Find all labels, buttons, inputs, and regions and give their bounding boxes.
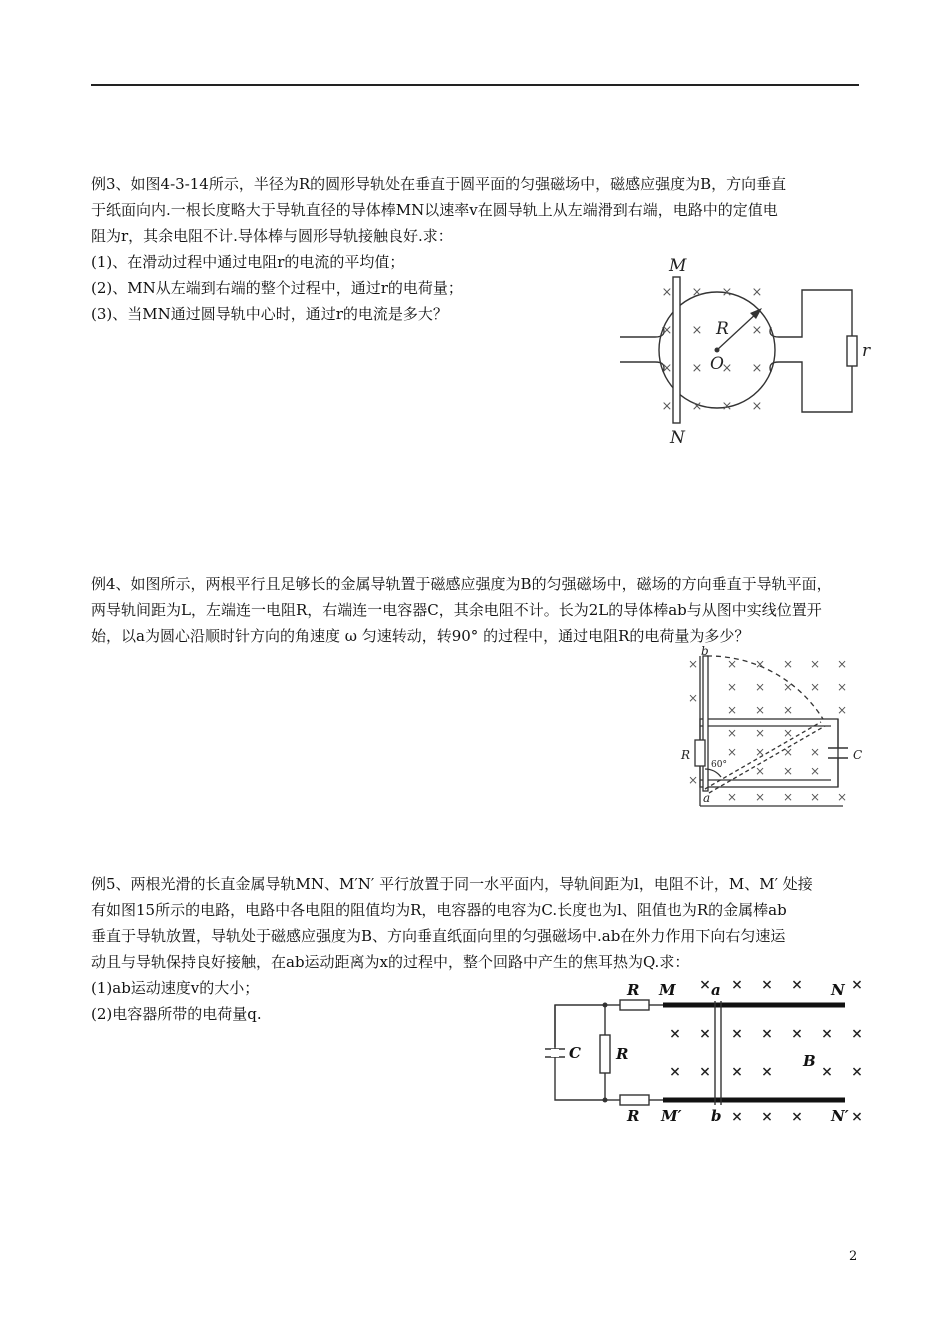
label-b: b	[711, 1107, 722, 1125]
label-N: N	[670, 428, 685, 448]
text-line: 例4、如图所示，两根平行且足够长的金属导轨置于磁感应强度为B的匀强磁场中，磁场的方向垂直于导轨平面，	[91, 575, 832, 593]
field-cross: ×	[851, 1026, 863, 1042]
text-line: 垂直于导轨放置，导轨处于磁感应强度为B、方向垂直纸面向里的匀强磁场中.ab在外力作用下向右匀速运	[91, 927, 786, 945]
field-cross: ×	[751, 323, 763, 338]
field-cross: ×	[821, 1064, 833, 1080]
field-cross: ×	[669, 1064, 681, 1080]
example-4-text	[91, 571, 861, 649]
field-cross: ×	[836, 703, 848, 717]
field-cross: ×	[721, 399, 733, 414]
field-cross: ×	[726, 680, 738, 694]
field-cross: ×	[809, 790, 821, 804]
field-cross: ×	[836, 657, 848, 671]
field-cross: ×	[782, 657, 794, 671]
figure-rails-circuit	[545, 975, 870, 1133]
field-cross: ×	[782, 726, 794, 740]
field-cross: ×	[661, 361, 673, 376]
label-angle: 60°	[711, 760, 727, 770]
field-cross: ×	[851, 977, 863, 993]
field-cross: ×	[836, 680, 848, 694]
field-cross: ×	[691, 323, 703, 338]
field-cross: ×	[754, 764, 766, 778]
field-cross: ×	[782, 703, 794, 717]
field-cross: ×	[754, 745, 766, 759]
page-number: 2	[849, 1249, 858, 1264]
field-cross: ×	[761, 977, 773, 993]
field-cross: ×	[754, 703, 766, 717]
field-cross: ×	[721, 361, 733, 376]
field-cross: ×	[754, 657, 766, 671]
label-a: a	[711, 981, 721, 999]
text-line: 动且与导轨保持良好接触，在ab运动距离为x的过程中，整个回路中产生的焦耳热为Q.求：	[91, 953, 690, 971]
field-cross: ×	[661, 323, 673, 338]
text-line: (1)ab运动速度v的大小；	[91, 979, 260, 997]
field-cross: ×	[726, 657, 738, 671]
field-cross: ×	[791, 1026, 803, 1042]
field-cross: ×	[699, 977, 711, 993]
field-cross: ×	[699, 1064, 711, 1080]
field-cross: ×	[751, 361, 763, 376]
figure-circular-rail	[615, 252, 890, 452]
field-cross: ×	[751, 399, 763, 414]
field-cross: ×	[726, 745, 738, 759]
label-N: N	[831, 981, 845, 999]
text-line: (1)、在滑动过程中通过电阻r的电流的平均值；	[91, 253, 405, 271]
field-cross: ×	[691, 399, 703, 414]
text-line: 例5、两根光滑的长直金属导轨MN、M′N′ 平行放置于同一水平面内，导轨间距为l，电阻不计，M、M′ 处接	[91, 875, 813, 893]
field-cross: ×	[731, 977, 743, 993]
field-cross: ×	[791, 1109, 803, 1125]
field-cross: ×	[821, 1026, 833, 1042]
field-cross: ×	[687, 691, 699, 705]
text-line: 例3、如图4-3-14所示，半径为R的圆形导轨处在垂直于圆平面的匀强磁场中，磁感应强度为B，方向垂直	[91, 175, 787, 193]
label-a: a	[703, 791, 711, 805]
field-cross: ×	[669, 1026, 681, 1042]
field-cross: ×	[699, 1026, 711, 1042]
label-R: R	[627, 1107, 640, 1125]
field-cross: ×	[661, 399, 673, 414]
field-cross: ×	[851, 1109, 863, 1125]
field-cross: ×	[726, 790, 738, 804]
field-cross: ×	[761, 1064, 773, 1080]
field-cross: ×	[726, 726, 738, 740]
field-cross: ×	[782, 764, 794, 778]
label-M: M	[669, 256, 687, 276]
field-cross: ×	[687, 773, 699, 787]
text-line: 两导轨间距为L，左端连一电阻R，右端连一电容器C，其余电阻不计。长为2L的导体棒ab与从图中实线位置开	[91, 601, 822, 619]
field-cross: ×	[809, 680, 821, 694]
text-line: (2)、MN从左端到右端的整个过程中，通过r的电荷量；	[91, 279, 463, 297]
field-cross: ×	[782, 745, 794, 759]
field-cross: ×	[691, 361, 703, 376]
field-cross: ×	[851, 1064, 863, 1080]
label-b: b	[701, 644, 709, 658]
header-rule	[91, 84, 859, 86]
field-cross: ×	[761, 1026, 773, 1042]
label-O: O	[710, 354, 724, 374]
field-cross: ×	[691, 285, 703, 300]
label-R: R	[627, 981, 640, 999]
figure-rotating-rod	[675, 644, 870, 814]
field-cross: ×	[661, 285, 673, 300]
label-N-prime: N′	[831, 1107, 849, 1125]
text-line: (3)、当MN通过圆导轨中心时，通过r的电流是多大？	[91, 305, 448, 323]
label-R: R	[681, 748, 691, 762]
field-cross: ×	[761, 1109, 773, 1125]
field-cross: ×	[754, 680, 766, 694]
label-C: C	[569, 1044, 581, 1062]
text-line: 始，以a为圆心沿顺时针方向的角速度 ω 匀速转动，转90° 的过程中，通过电阻R的电荷量为多少？	[91, 627, 750, 645]
label-M: M	[659, 981, 676, 999]
field-cross: ×	[754, 790, 766, 804]
field-cross: ×	[791, 977, 803, 993]
text-line: 于纸面向内.一根长度略大于导轨直径的导体棒MN以速率v在圆导轨上从左端滑到右端，电路中的定值电	[91, 201, 778, 219]
field-cross: ×	[687, 657, 699, 671]
label-r: r	[862, 341, 871, 361]
label-M-prime: M′	[661, 1107, 682, 1125]
label-R: R	[616, 1045, 629, 1063]
text-line: 有如图15所示的电路，电路中各电阻的阻值均为R，电容器的电容为C.长度也为l、阻值也为R的金属棒ab	[91, 901, 787, 919]
field-cross: ×	[751, 285, 763, 300]
field-cross: ×	[731, 1109, 743, 1125]
field-cross: ×	[754, 726, 766, 740]
field-cross: ×	[809, 764, 821, 778]
label-R: R	[716, 319, 729, 339]
field-cross: ×	[782, 680, 794, 694]
field-cross: ×	[809, 657, 821, 671]
field-cross: ×	[836, 790, 848, 804]
field-cross: ×	[726, 703, 738, 717]
label-B: B	[803, 1052, 816, 1070]
text-line: (2)电容器所带的电荷量q.	[91, 1005, 262, 1023]
field-cross: ×	[731, 1064, 743, 1080]
field-cross: ×	[731, 1026, 743, 1042]
field-cross: ×	[782, 790, 794, 804]
text-line: 阻为r，其余电阻不计.导体棒与圆形导轨接触良好.求：	[91, 227, 453, 245]
field-cross: ×	[721, 285, 733, 300]
label-C: C	[853, 748, 863, 762]
field-cross: ×	[809, 745, 821, 759]
